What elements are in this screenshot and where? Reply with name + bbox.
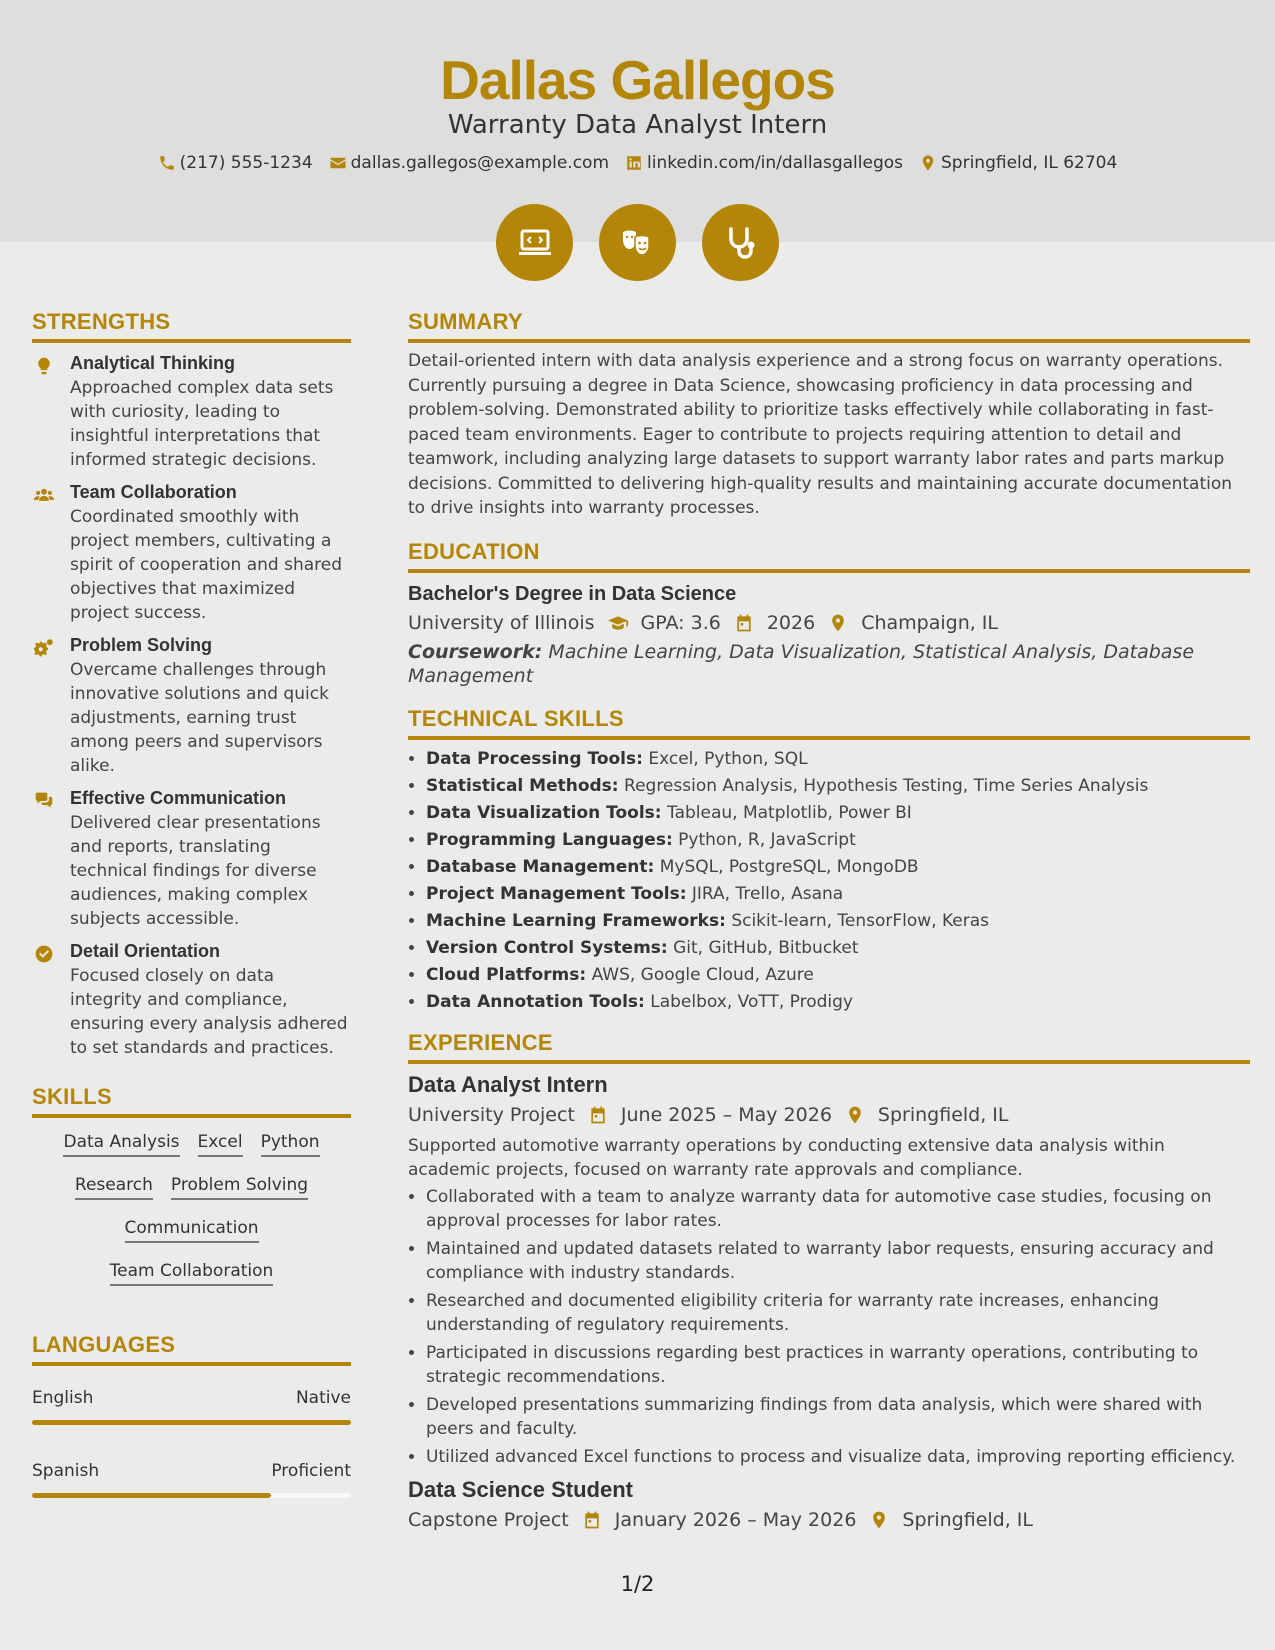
job-org: Capstone Project <box>408 1509 569 1531</box>
skill-tag: Data Analysis <box>63 1132 179 1157</box>
list-item: • Utilized advanced Excel functions to process and visualize data, improving reporting efficiency. <box>426 1445 1250 1470</box>
laptop-code-badge <box>496 204 573 281</box>
strength-text: Coordinated smoothly with project members, cultivating a spirit of cooperation and shared objectives that maximized project success. <box>70 507 343 623</box>
strength-item <box>32 635 351 778</box>
list-item: • Maintained and updated datasets related to warranty labor requests, ensuring accuracy and compliance with industry standards. <box>426 1237 1250 1286</box>
strength-text: Focused closely on data integrity and compliance, ensuring every analysis adhered to set standards and practices. <box>70 966 348 1058</box>
skill-tag: Problem Solving <box>171 1175 308 1200</box>
strength-item <box>32 482 351 625</box>
job-location: Springfield, IL <box>877 1103 1009 1126</box>
coursework-label: Coursework: <box>408 640 543 663</box>
strength-text: Approached complex data sets with curiosity, leading to insightful interpretations that informed strategic decisions. <box>70 378 334 470</box>
skills-heading: SKILLS <box>32 1084 351 1118</box>
skill-tag: Communication <box>125 1218 259 1243</box>
job-location: Springfield, IL <box>902 1509 1034 1531</box>
list-item: • Participated in discussions regarding best practices in warranty operations, contributing to strategic recommendations. <box>426 1341 1250 1390</box>
lightbulb-icon <box>33 356 55 376</box>
skill-tag: Team Collaboration <box>110 1261 274 1286</box>
list-item: • Collaborated with a team to analyze warranty data for automotive case studies, focusing on approval processes for labor rates. <box>426 1185 1250 1234</box>
gpa-text: GPA: 3.6 <box>640 611 721 634</box>
contact-linkedin[interactable] <box>625 153 903 173</box>
contact-location <box>919 153 1117 173</box>
envelope-icon <box>329 154 347 172</box>
job-title: Data Analyst Intern <box>408 1071 608 1097</box>
list-item: • Machine Learning Frameworks: Scikit-learn, TensorFlow, Keras <box>426 908 1250 935</box>
list-item: • Statistical Methods: Regression Analysis, Hypothesis Testing, Time Series Analysis <box>426 773 1250 800</box>
location-text: Springfield, IL 62704 <box>941 153 1118 173</box>
graduation-cap-icon <box>607 613 629 633</box>
education-meta <box>408 612 1250 634</box>
comments-icon <box>33 791 55 811</box>
right-column <box>408 309 1250 1531</box>
skills-list <box>32 1118 351 1286</box>
languages-heading: LANGUAGES <box>32 1332 351 1366</box>
language-level-bar <box>32 1493 351 1498</box>
job-bullets <box>408 1185 1250 1470</box>
calendar-icon <box>587 1105 609 1125</box>
list-item: • Database Management: MySQL, PostgreSQL, MongoDB <box>426 854 1250 881</box>
technical-skills-heading: TECHNICAL SKILLS <box>408 706 1250 740</box>
phone-icon <box>158 154 176 172</box>
skill-tag: Research <box>75 1175 153 1200</box>
strength-text: Delivered clear presentations and reports, translating technical findings for diverse audiences, making complex subjects accessible. <box>70 813 321 929</box>
linkedin-text[interactable]: linkedin.com/in/dallasgallegos <box>647 153 903 173</box>
theater-masks-badge <box>599 204 676 281</box>
language-level-bar <box>32 1420 351 1425</box>
language-name: English <box>32 1388 94 1408</box>
contact-email[interactable] <box>329 153 609 173</box>
language-level-fill <box>32 1493 271 1498</box>
strength-title: Problem Solving <box>70 635 213 655</box>
technical-skills-list <box>408 746 1250 1016</box>
theater-masks-icon <box>618 223 658 263</box>
strength-title: Team Collaboration <box>70 482 237 502</box>
page-number: 1/2 <box>620 1572 655 1596</box>
language-item <box>32 1461 351 1498</box>
list-item: • Data Annotation Tools: Labelbox, VoTT, Prodigy <box>426 989 1250 1016</box>
list-item: • Data Visualization Tools: Tableau, Matplotlib, Power BI <box>426 800 1250 827</box>
education-heading: EDUCATION <box>408 539 1250 573</box>
contact-phone <box>158 153 313 173</box>
school-location: Champaign, IL <box>861 611 999 634</box>
language-item <box>32 1388 351 1425</box>
list-item: • Programming Languages: Python, R, JavaScript <box>426 827 1250 854</box>
graduation-year: 2026 <box>766 611 816 634</box>
contact-bar <box>0 153 1275 173</box>
map-marker-icon <box>919 154 937 172</box>
list-item: • Researched and documented eligibility criteria for warranty rate increases, enhancing understanding of regulatory requirements. <box>426 1289 1250 1338</box>
phone-text: (217) 555-1234 <box>179 153 313 173</box>
linkedin-icon <box>625 154 643 172</box>
candidate-title: Warranty Data Analyst Intern <box>447 110 828 140</box>
email-text[interactable]: dallas.gallegos@example.com <box>350 153 610 173</box>
laptop-code-icon <box>515 223 555 263</box>
list-item: • Version Control Systems: Git, GitHub, Bitbucket <box>426 935 1250 962</box>
stethoscope-badge <box>702 204 779 281</box>
strengths-heading: STRENGTHS <box>32 309 351 343</box>
strength-item <box>32 353 351 472</box>
stethoscope-icon <box>721 223 761 263</box>
job-description: Supported automotive warranty operations by conducting extensive data analysis within academic projects, focused on warranty rate approvals and compliance. <box>408 1135 1165 1180</box>
map-marker-icon <box>868 1510 890 1530</box>
left-column <box>32 309 351 1498</box>
job-dates: January 2026 – May 2026 <box>614 1509 857 1531</box>
summary-heading: SUMMARY <box>408 309 1250 343</box>
language-name: Spanish <box>32 1461 100 1481</box>
map-marker-icon <box>827 613 849 633</box>
users-icon <box>33 485 55 505</box>
strength-item <box>32 788 351 931</box>
school-name: University of Illinois <box>408 611 595 634</box>
cogs-icon <box>33 638 55 658</box>
list-item: • Developed presentations summarizing findings from data analysis, which were shared with peers and faculty. <box>426 1393 1250 1442</box>
job-title: Data Science Student <box>408 1477 633 1502</box>
strength-title: Analytical Thinking <box>70 353 236 373</box>
strength-item <box>32 941 351 1060</box>
candidate-name: Dallas Gallegos <box>440 49 835 111</box>
list-item: • Project Management Tools: JIRA, Trello, Asana <box>426 881 1250 908</box>
language-level-fill <box>32 1420 351 1425</box>
check-circle-icon <box>33 944 55 964</box>
summary-text: Detail-oriented intern with data analysis experience and a strong focus on warranty operations. Currently pursuing a degree in Data Science, showcasing proficiency in data processing and problem-solving. Demonstrated ability to prioritize tasks effectively while collaborating in fast-paced team environments. Eager to contribute to projects requiring attention to detail and teamwork, including analyzing large datasets to support warranty labor rates and parts markup decisions. Committed to delivering high-quality results and maintaining accurate documentation to drive insights into warranty processes. <box>408 351 1233 518</box>
list-item: • Data Processing Tools: Excel, Python, SQL <box>426 746 1250 773</box>
coursework <box>408 640 1250 688</box>
language-level: Native <box>295 1388 351 1408</box>
calendar-icon <box>733 613 755 633</box>
job-org: University Project <box>408 1103 575 1126</box>
experience-heading: EXPERIENCE <box>408 1030 1250 1064</box>
strengths-list <box>32 353 351 1060</box>
job-meta <box>408 1509 1250 1531</box>
skill-tag: Python <box>261 1132 320 1157</box>
job-meta <box>408 1104 1250 1126</box>
calendar-icon <box>581 1510 603 1530</box>
strength-title: Effective Communication <box>70 788 287 808</box>
strength-text: Overcame challenges through innovative solutions and quick adjustments, earning trust among peers and supervisors alike. <box>70 660 329 776</box>
job-dates: June 2025 – May 2026 <box>620 1103 832 1126</box>
degree-title: Bachelor's Degree in Data Science <box>408 582 737 605</box>
map-marker-icon <box>844 1105 866 1125</box>
coursework-text: Machine Learning, Data Visualization, Statistical Analysis, Database Management <box>408 640 1195 687</box>
strength-title: Detail Orientation <box>70 941 221 961</box>
language-level: Proficient <box>271 1461 351 1481</box>
skill-tag: Excel <box>198 1132 243 1157</box>
list-item: • Cloud Platforms: AWS, Google Cloud, Azure <box>426 962 1250 989</box>
interest-badges <box>0 204 1275 281</box>
